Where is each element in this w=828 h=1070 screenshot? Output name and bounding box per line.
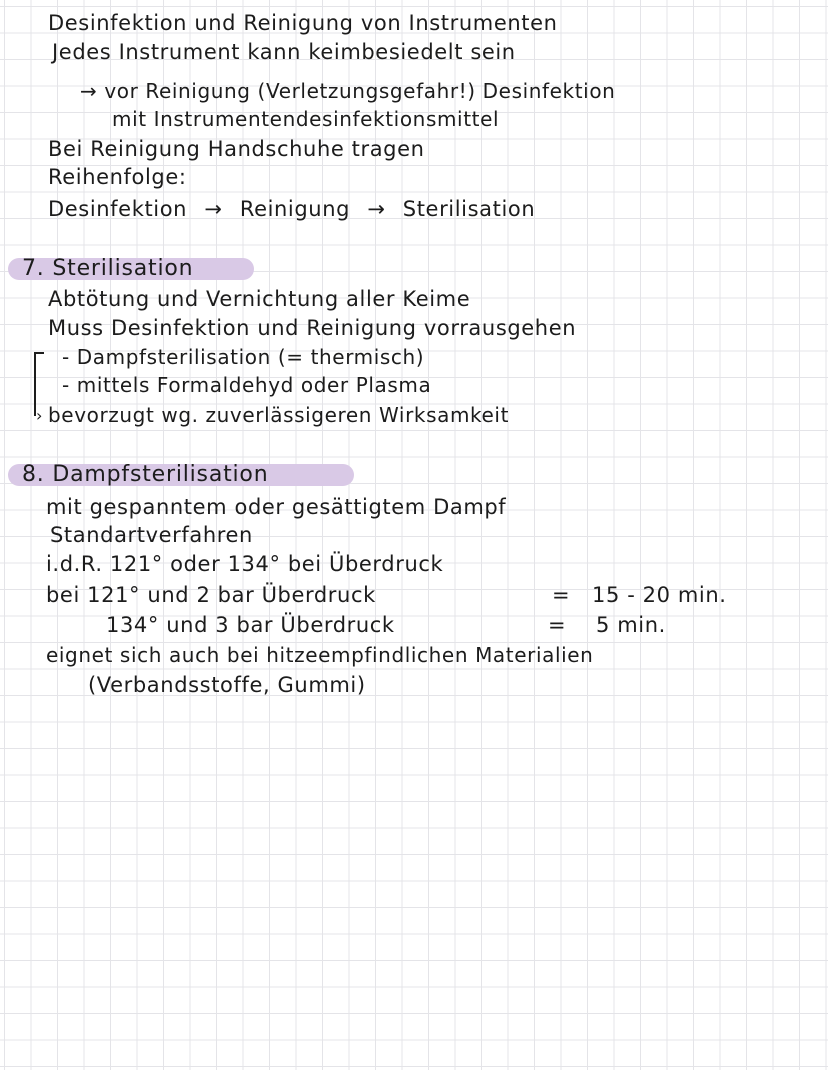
section-8-heading: 8. Dampfsterilisation [22, 462, 269, 487]
intro-line-4: Bei Reinigung Handschuhe tragen [48, 137, 425, 161]
section-8-line-5: (Verbandsstoffe, Gummi) [88, 673, 366, 697]
section-7-line-2: Muss Desinfektion und Reinigung vorrausgehen [48, 316, 577, 340]
section-7-item-1: - Dampfsterilisation (= thermisch) [62, 345, 425, 369]
section-8-row-1-left: bei 121° und 2 bar Überdruck [46, 583, 376, 607]
section-8-row-1-eq: = [552, 583, 571, 607]
section-8-line-3: i.d.R. 121° oder 134° bei Überdruck [46, 552, 444, 576]
section-7-conclusion: bevorzugt wg. zuverlässigeren Wirksamkeit [48, 403, 510, 427]
section-8-row-1-right: 15 - 20 min. [592, 583, 727, 607]
intro-line-6: Desinfektion → Reinigung → Sterilisation [48, 197, 536, 221]
intro-title: Desinfektion und Reinigung von Instrumenten [48, 11, 558, 35]
section-8-row-2-left: 134° und 3 bar Überdruck [106, 613, 395, 637]
arrow-right-icon: › [36, 406, 43, 425]
section-8-line-1: mit gespanntem oder gesättigtem Dampf [46, 495, 507, 519]
section-8-row-2-right: 5 min. [596, 613, 666, 637]
intro-line-2: → vor Reinigung (Verletzungsgefahr!) Desinfektion [80, 79, 616, 103]
section-7-line-1: Abtötung und Vernichtung aller Keime [48, 287, 471, 311]
section-8-line-4: eignet sich auch bei hitzeempfindlichen Materialien [46, 643, 594, 667]
intro-line-1: Jedes Instrument kann keimbesiedelt sein [52, 40, 516, 64]
section-8-row-2-eq: = [548, 613, 567, 637]
intro-line-5: Reihenfolge: [48, 165, 187, 189]
section-8-line-2: Standartverfahren [50, 523, 253, 547]
section-7-item-2: - mittels Formaldehyd oder Plasma [62, 373, 432, 397]
intro-line-3: mit Instrumentendesinfektionsmittel [112, 107, 500, 131]
section-7-heading: 7. Sterilisation [22, 256, 194, 281]
